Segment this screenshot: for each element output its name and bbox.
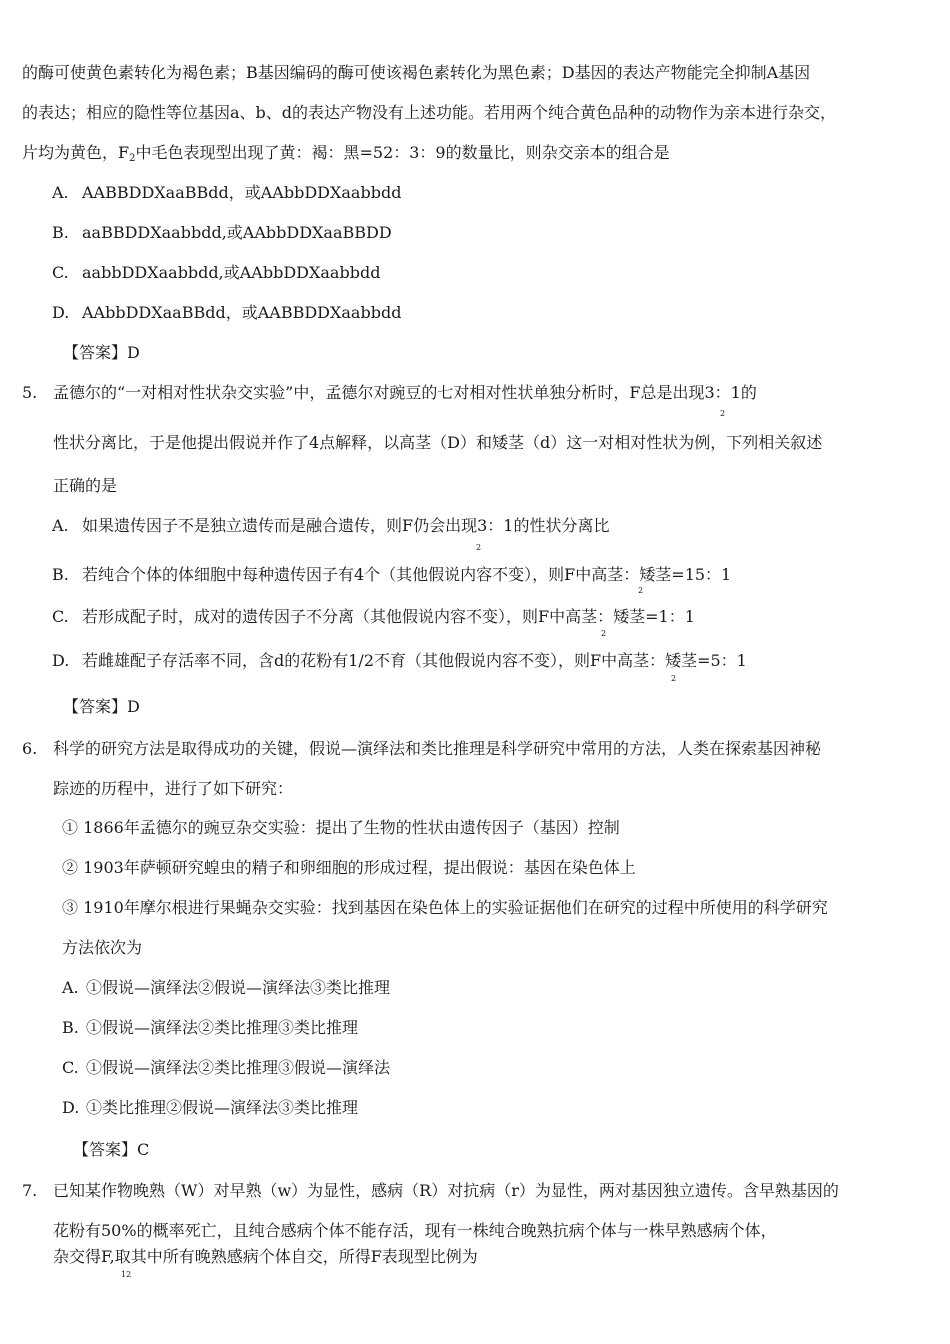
intro-line-3	[22, 143, 670, 169]
option-letter: D.	[62, 1098, 80, 1117]
option-letter: C.	[62, 1058, 79, 1077]
q5-option-d-subscript: 2	[671, 674, 677, 683]
q6-line-1: 科学的研究方法是取得成功的关键，假说—演绎法和类比推理是科学研究中常用的方法，人类在探索基因神秘	[53, 739, 822, 758]
q5-option-c-subscript: 2	[601, 629, 607, 638]
option-letter: D.	[52, 303, 70, 322]
q5-line-2: 性状分离比，于是他提出假说并作了4点解释，以高茎（D）和矮茎（d）这一对相对性状为例，下列相关叙述	[53, 433, 823, 452]
q4-option-d	[52, 303, 401, 323]
q5-option-a-subscript: 2	[476, 543, 482, 552]
q5-option-b-subscript: 2	[638, 586, 644, 595]
q6-option-a	[62, 978, 390, 998]
q4-option-a	[52, 183, 401, 203]
option-letter: C.	[52, 607, 69, 626]
option-letter: A.	[52, 183, 69, 202]
q7-line-1: 已知某作物晚熟（W）对早熟（w）为显性，感病（R）对抗病（r）为显性，两对基因独立遗传。含早熟基因的	[53, 1181, 839, 1200]
option-text: 若形成配子时，成对的遗传因子不分离（其他假说内容不变），则F中高茎：矮茎=1：1	[82, 607, 695, 626]
q5-option-b	[52, 565, 731, 585]
q4-answer: 【答案】D	[63, 343, 140, 362]
q4-option-c	[52, 263, 380, 283]
q6-option-d	[62, 1098, 358, 1118]
q6-option-c	[62, 1058, 390, 1078]
option-letter: B.	[52, 565, 69, 584]
q5-answer: 【答案】D	[63, 697, 140, 716]
option-letter: A.	[52, 516, 69, 535]
intro-line-1: 的酶可使黄色素转化为褐色素；B基因编码的酶可使该褐色素转化为黑色素；D基因的表达产物能完全抑制A基因	[22, 63, 811, 82]
q5-line-1-subscript: 2	[720, 409, 726, 418]
q7-line-3-subscript: 12	[121, 1270, 132, 1279]
q5-line-3: 正确的是	[53, 476, 118, 495]
q6-line-after: 方法依次为	[62, 938, 143, 957]
option-text: 若纯合个体的体细胞中每种遗传因子有4个（其他假说内容不变），则F中高茎：矮茎=15：1	[82, 565, 732, 584]
option-text: aaBBDDXaabbdd,或AAbbDDXaaBBDD	[82, 223, 392, 242]
intro-line-3-text-a: 片均为黄色，F	[22, 143, 130, 162]
q6-number: 6.	[22, 739, 38, 758]
q6-line-2: 踪迹的历程中，进行了如下研究：	[53, 779, 294, 798]
intro-line-2: 的表达；相应的隐性等位基因a、b、d的表达产物没有上述功能。若用两个纯合黄色品种的动物作为亲本进行杂交，	[22, 103, 837, 122]
intro-line-3-text-b: 中毛色表现型出现了黄：褐：黑=52：3：9的数量比，则杂交亲本的组合是	[135, 143, 670, 162]
q6-item-3: ③ 1910年摩尔根进行果蝇杂交实验：找到基因在染色体上的实验证据他们在研究的过程中所使用的科学研究	[62, 898, 828, 917]
q5-option-d	[52, 651, 747, 671]
q6-item-1: ① 1866年孟德尔的豌豆杂交实验：提出了生物的性状由遗传因子（基因）控制	[62, 818, 620, 837]
option-letter: D.	[52, 651, 70, 670]
option-letter: B.	[52, 223, 69, 242]
q5-number: 5.	[22, 383, 38, 402]
option-text: ①假说—演绎法②假说—演绎法③类比推理	[86, 978, 391, 997]
option-letter: C.	[52, 263, 69, 282]
q7-number: 7.	[22, 1181, 38, 1200]
option-text: ①类比推理②假说—演绎法③类比推理	[86, 1098, 359, 1117]
q4-option-b	[52, 223, 392, 243]
option-letter: A.	[62, 978, 79, 997]
option-text: AAbbDDXaaBBdd，或AABBDDXaabbdd	[82, 303, 402, 322]
option-text: ①假说—演绎法②类比推理③类比推理	[86, 1018, 359, 1037]
q5-option-c	[52, 607, 695, 627]
option-text: 如果遗传因子不是独立遗传而是融合遗传，则F仍会出现3：1的性状分离比	[82, 516, 610, 535]
q5-option-a	[52, 516, 609, 536]
q5-line-1: 孟德尔的“一对相对性状杂交实验”中，孟德尔对豌豆的七对相对性状单独分析时，F总是出现3：1的	[53, 383, 757, 402]
q6-answer: 【答案】C	[73, 1140, 150, 1159]
option-text: ①假说—演绎法②类比推理③假说—演绎法	[86, 1058, 391, 1077]
option-text: aabbDDXaabbdd,或AAbbDDXaabbdd	[82, 263, 381, 282]
option-letter: B.	[62, 1018, 79, 1037]
f2-subscript: 2	[129, 153, 136, 164]
option-text: AABBDDXaaBBdd，或AAbbDDXaabbdd	[82, 183, 402, 202]
q6-item-2: ② 1903年萨顿研究蝗虫的精子和卵细胞的形成过程，提出假说：基因在染色体上	[62, 858, 636, 877]
option-text: 若雌雄配子存活率不同，含d的花粉有1/2不育（其他假说内容不变），则F中高茎：矮茎=5：1	[82, 651, 747, 670]
q7-line-2: 花粉有50%的概率死亡，且纯合感病个体不能存活，现有一株纯合晚熟抗病个体与一株早熟感病个体，	[53, 1221, 777, 1240]
q7-line-3: 杂交得F,取其中所有晚熟感病个体自交，所得F表现型比例为	[53, 1247, 478, 1266]
q6-option-b	[62, 1018, 358, 1038]
